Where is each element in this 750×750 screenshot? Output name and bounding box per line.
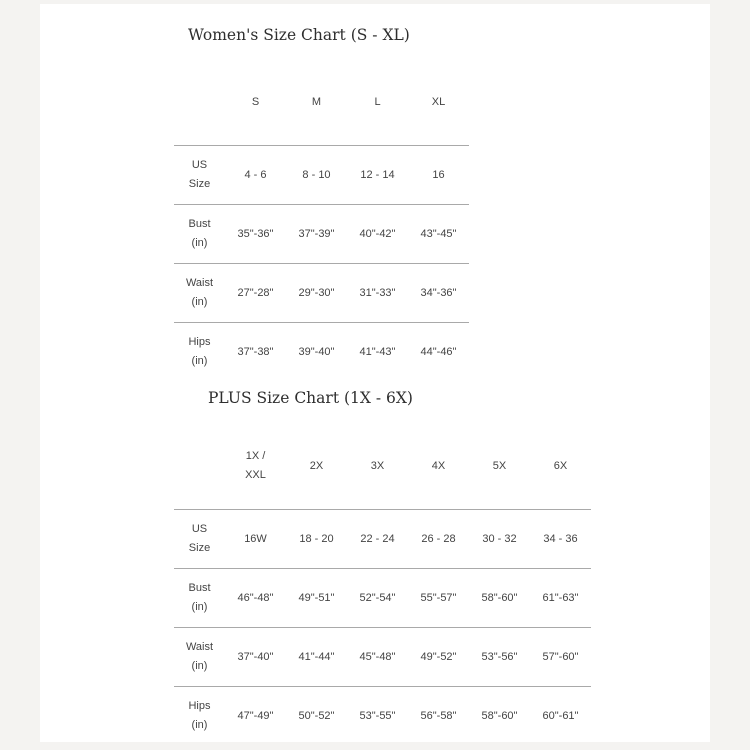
size-cell: 34"-36" [408,264,469,323]
size-cell: 29"-30" [286,264,347,323]
size-cell: 22 - 24 [347,510,408,569]
womens-size-table [174,59,469,382]
size-header: S [251,95,260,108]
header-spacer [174,423,225,510]
row-label: Bust (in) [174,569,225,628]
size-cell: 60"-61" [530,687,591,746]
size-cell: 41"-43" [347,323,408,382]
size-header: 6X [553,459,568,472]
size-cell: 61"-63" [530,569,591,628]
table-row [174,569,591,628]
size-header: M [311,95,322,108]
size-cell: 43"-45" [408,205,469,264]
size-cell: 37"-40" [225,628,286,687]
row-label: US Size [174,146,225,205]
size-cell: 46"-48" [225,569,286,628]
row-label: Hips (in) [174,687,225,746]
size-cell: 58"-60" [469,569,530,628]
size-header: 1X / XXL [245,450,266,481]
size-cell: 56"-58" [408,687,469,746]
size-cell: 16W [225,510,286,569]
size-cell: 31"-33" [347,264,408,323]
size-cell: 8 - 10 [286,146,347,205]
size-header: 5X [492,459,507,472]
header-spacer [174,59,225,146]
size-cell: 53"-55" [347,687,408,746]
size-cell: 49"-51" [286,569,347,628]
size-cell: 37"-38" [225,323,286,382]
womens-size-chart-title: Women's Size Chart (S - XL) [188,26,410,44]
row-label: Bust (in) [174,205,225,264]
size-cell: 50"-52" [286,687,347,746]
size-header-row [174,59,469,146]
size-header: 2X [309,459,324,472]
size-cell: 58"-60" [469,687,530,746]
plus-size-table [174,423,591,746]
size-cell: 12 - 14 [347,146,408,205]
row-label: Waist (in) [174,264,225,323]
size-cell: 26 - 28 [408,510,469,569]
table-row [174,323,469,382]
table-row [174,628,591,687]
size-cell: 16 [408,146,469,205]
row-label: US Size [174,510,225,569]
size-cell: 41"-44" [286,628,347,687]
size-cell: 53"-56" [469,628,530,687]
size-chart-page [40,4,710,742]
size-cell: 45"-48" [347,628,408,687]
size-cell: 4 - 6 [225,146,286,205]
size-cell: 52"-54" [347,569,408,628]
plus-size-chart-title: PLUS Size Chart (1X - 6X) [208,389,413,407]
size-cell: 40"-42" [347,205,408,264]
size-cell: 49"-52" [408,628,469,687]
size-cell: 37"-39" [286,205,347,264]
table-row [174,205,469,264]
size-cell: 57"-60" [530,628,591,687]
size-cell: 18 - 20 [286,510,347,569]
row-label: Hips (in) [174,323,225,382]
size-cell: 55"-57" [408,569,469,628]
size-cell: 27"-28" [225,264,286,323]
size-header-row [174,423,591,510]
size-cell: 35"-36" [225,205,286,264]
table-row [174,510,591,569]
row-label: Waist (in) [174,628,225,687]
size-header: XL [431,95,446,108]
size-header: L [374,95,381,108]
size-cell: 39"-40" [286,323,347,382]
size-cell: 44"-46" [408,323,469,382]
size-header: 4X [431,459,446,472]
size-cell: 34 - 36 [530,510,591,569]
size-header: 3X [370,459,385,472]
table-row [174,264,469,323]
size-cell: 47"-49" [225,687,286,746]
size-cell: 30 - 32 [469,510,530,569]
table-row [174,687,591,746]
table-row [174,146,469,205]
